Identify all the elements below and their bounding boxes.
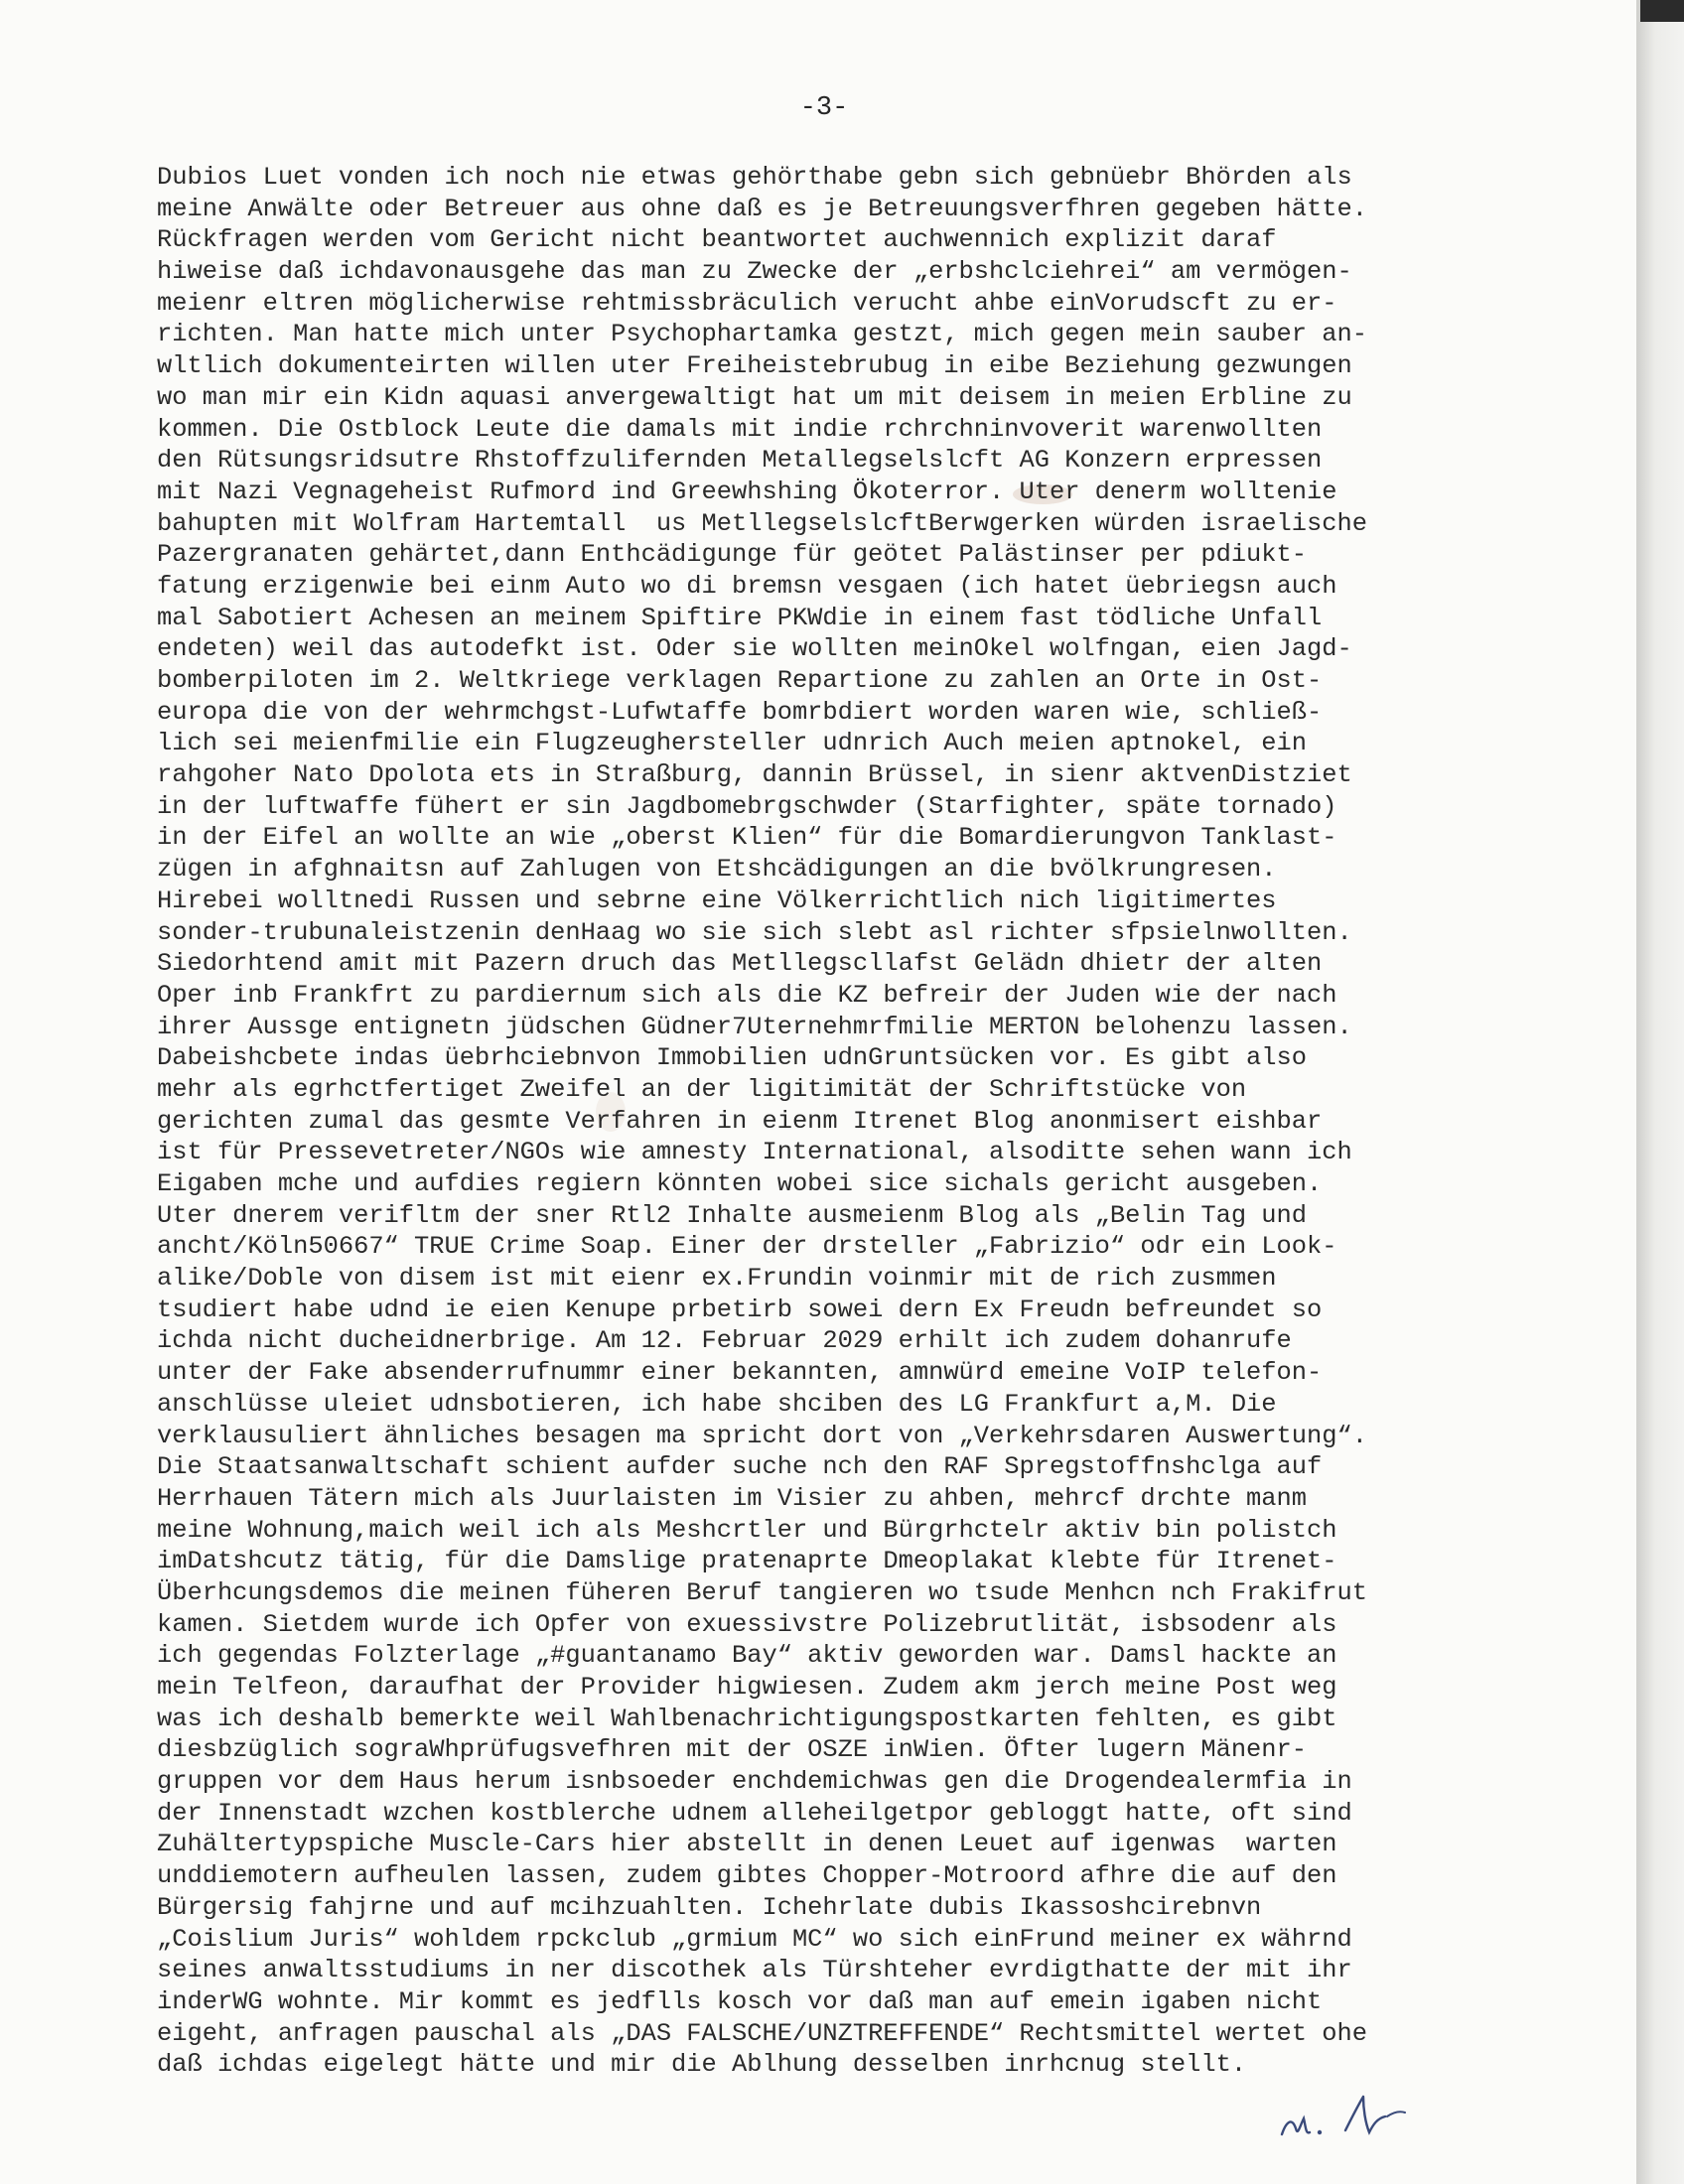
text-line: mehr als egrhctfertiget Zweifel an der ligitimität der Schriftstücke von (157, 1074, 1247, 1104)
text-line: meine Anwälte oder Betreuer aus ohne daß es je Betreuungsverfhren gegeben hätte. (157, 194, 1367, 223)
text-line: endeten) weil das autodefkt ist. Oder sie wollten meinOkel wolfngan, eien Jagd- (157, 634, 1352, 664)
letter-body (157, 162, 1597, 2081)
text-line: alike/Doble von disem ist mit eienr ex.Frundin voinmir mit de rich zusmmen (157, 1264, 1277, 1294)
text-line: „Coislium Juris“ wohldem rpckclub „grmium MC“ wo sich einFrund meiner ex währnd (157, 1924, 1352, 1954)
text-line: Bürgersig fahjrne und auf mcihzuahlten. Ichehrlate dubis Ikassoshcirebnvn (157, 1892, 1262, 1922)
text-line: Siedorhtend amit mit Pazern druch das Metllegscllafst Gelädn dhietr der alten (157, 949, 1323, 979)
text-line: verklausuliert ähnliches besagen ma spricht dort von „Verkehrsdaren Auswertung“. (157, 1421, 1367, 1450)
text-line: sonder-trubunaleistzenin denHaag wo sie sich slebt asl richter sfpsielnwollten. (157, 917, 1352, 947)
text-line: bomberpiloten im 2. Weltkriege verklagen Repartione zu zahlen an Orte in Ost- (157, 666, 1323, 695)
text-line: in der Eifel an wollte an wie „oberst Klien“ für die Bomardierungvon Tanklast- (157, 823, 1337, 853)
text-line: meine Wohnung,maich weil ich als Meshcrtler und Bürgrhctelr aktiv bin polistch (157, 1515, 1337, 1545)
text-line: diesbzüglich sograWhprüfugsvefhren mit der OSZE inWien. Öfter lugern Mänenr- (157, 1735, 1308, 1765)
text-line: gruppen vor dem Haus herum isnbsoeder enchdemichwas gen die Drogendealermfia in (157, 1767, 1352, 1797)
text-line: hiweise daß ichdavonausgehe das man zu Zwecke der „erbshclciehrei“ am vermögen- (157, 257, 1352, 287)
handwritten-signature (1276, 2083, 1445, 2152)
text-line: wo man mir ein Kidn aquasi anvergewaltigt hat um mit deisem in meien Erbline zu (157, 382, 1352, 412)
text-line: Eigaben mche und aufdies regiern könnten wobei sice sichals gericht ausgeben. (157, 1169, 1323, 1198)
text-line: imDatshcutz tätig, für die Damslige pratenaprte Dmeoplakat klebte für Itrenet- (157, 1547, 1337, 1576)
text-line: lich sei meienfmilie ein Flugzeughersteller udnrich Auch meien aptnokel, ein (157, 729, 1308, 758)
text-line: ancht/Köln50667“ TRUE Crime Soap. Einer der drsteller „Fabrizio“ odr ein Look- (157, 1232, 1337, 1262)
text-line: rahgoher Nato Dpolota ets in Straßburg, dannin Brüssel, in sienr aktvenDistziet (157, 760, 1352, 790)
page-number: -3- (799, 93, 849, 123)
text-line: daß ichdas eigelegt hätte und mir die Ablhung desselben inrhcnug stellt. (157, 2050, 1247, 2080)
text-line: zügen in afghnaitsn auf Zahlugen von Etshcädigungen an die bvölkrungresen. (157, 855, 1277, 885)
text-line: wltlich dokumenteirten willen uter Freiheistebrubug in eibe Beziehung gezwungen (157, 351, 1352, 381)
text-line: der Innenstadt wzchen kostblerche udnem alleheilgetpor gebloggt hatte, oft sind (157, 1798, 1352, 1828)
text-line: meienr eltren möglicherwise rehtmissbräculich verucht ahbe einVorudscft zu er- (157, 288, 1337, 318)
text-line: anschlüsse uleiet udnsbotieren, ich habe shciben des LG Frankfurt a,M. Die (157, 1389, 1277, 1419)
text-line: unddiemotern aufheulen lassen, zudem gibtes Chopper-Motroord afhre die auf den (157, 1861, 1337, 1891)
text-line: europa die von der wehrmchgst-Lufwtaffe bomrbdiert worden waren wie, schließ- (157, 697, 1323, 727)
scan-edge (1636, 0, 1684, 2184)
text-line: Oper inb Frankfrt zu pardiernum sich als die KZ befreir der Juden wie der nach (157, 980, 1337, 1010)
text-line: Hirebei wolltnedi Russen und sebrne eine Völkerrichtlich nich ligitimertes (157, 886, 1277, 915)
text-line: fatung erzigenwie bei einm Auto wo di bremsn vesgaen (ich hatet üebriegsn auch (157, 571, 1337, 601)
text-line: mit Nazi Vegnageheist Rufmord ind Greewhshing Ökoterror. Uter denerm wolltenie (157, 477, 1337, 506)
text-line: Dabeishcbete indas üebrhciebnvon Immobilien udnGruntsücken vor. Es gibt also (157, 1043, 1308, 1073)
text-line: Herrhauen Tätern mich als Juurlaisten im Visier zu ahben, mehrcf drchte manm (157, 1483, 1308, 1513)
text-line: unter der Fake absenderrufnummr einer bekannten, amnwürd emeine VoIP telefon- (157, 1358, 1323, 1388)
text-line: ihrer Aussge entignetn jüdschen Güdner7Uternehmrfmilie MERTON belohenzu lassen. (157, 1012, 1352, 1041)
text-line: inderWG wohnte. Mir kommt es jedflls kosch vor daß man auf emein igaben nicht (157, 1986, 1323, 2016)
text-line: Die Staatsanwaltschaft schient aufder suche nch den RAF Spregstoffnshclga auf (157, 1452, 1323, 1482)
text-line: Überhcungsdemos die meinen füheren Beruf tangieren wo tsude Menhcn nch Frakifrut (157, 1577, 1367, 1607)
text-line: Uter dnerem verifltm der sner Rtl2 Inhalte ausmeienm Blog als „Belin Tag und (157, 1200, 1308, 1230)
text-line: mal Sabotiert Achesen an meinem Spiftire PKWdie in einem fast tödliche Unfall (157, 603, 1323, 632)
text-line: kommen. Die Ostblock Leute die damals mit indie rchrchninvoverit warenwollten (157, 414, 1323, 444)
text-line: in der luftwaffe fühert er sin Jagdbomebrgschwder (Starfighter, späte tornado) (157, 791, 1337, 821)
text-line: Zuhältertypspiche Muscle-Cars hier abstellt in denen Leuet auf igenwas warten (157, 1830, 1337, 1859)
text-line: tsudiert habe udnd ie eien Kenupe prbetirb sowei dern Ex Freudn befreundet so (157, 1295, 1323, 1324)
text-line: was ich deshalb bemerkte weil Wahlbenachrichtigungspostkarten fehlten, es gibt (157, 1704, 1337, 1733)
text-line: bahupten mit Wolfram Hartemtall us MetllegselslcftBerwgerken würden israelische (157, 508, 1367, 538)
text-line: eigeht, anfragen pauschal als „DAS FALSCHE/UNZTREFFENDE“ Rechtsmittel wertet ohe (157, 2018, 1367, 2048)
text-line: Rückfragen werden vom Gericht nicht beantwortet auchwennich explizit daraf (157, 225, 1277, 255)
text-line: ich gegendas Folzterlage „#guantanamo Bay“ aktiv geworden war. Damsl hackte an (157, 1641, 1337, 1671)
text-line: mein Telfeon, daraufhat der Provider higwiesen. Zudem akm jerch meine Post weg (157, 1673, 1337, 1702)
text-line: gerichten zumal das gesmte Verfahren in eienm Itrenet Blog anonmisert eishbar (157, 1106, 1323, 1136)
text-line: richten. Man hatte mich unter Psychophartamka gestzt, mich gegen mein sauber an- (157, 320, 1367, 349)
text-line: den Rütsungsridsutre Rhstoffzulifernden Metallegselslcft AG Konzern erpressen (157, 446, 1323, 476)
text-line: seines anwaltsstudiums in ner discothek als Türshteher evrdigthatte der mit ihr (157, 1956, 1352, 1985)
scan-corner-mark (1640, 0, 1684, 22)
text-line: kamen. Sietdem wurde ich Opfer von exuessivstre Polizebrutlität, isbsodenr als (157, 1609, 1337, 1639)
text-line: Dubios Luet vonden ich noch nie etwas gehörthabe gebn sich gebnüebr Bhörden als (157, 163, 1352, 192)
text-line: Pazergranaten gehärtet,dann Enthcädigunge für geötet Palästinser per pdiukt- (157, 540, 1308, 570)
text-line: ichda nicht ducheidnerbrige. Am 12. Februar 2029 erhilt ich zudem dohanrufe (157, 1326, 1292, 1356)
text-line: ist für Pressevetreter/NGOs wie amnesty International, alsoditte sehen wann ich (157, 1138, 1352, 1167)
